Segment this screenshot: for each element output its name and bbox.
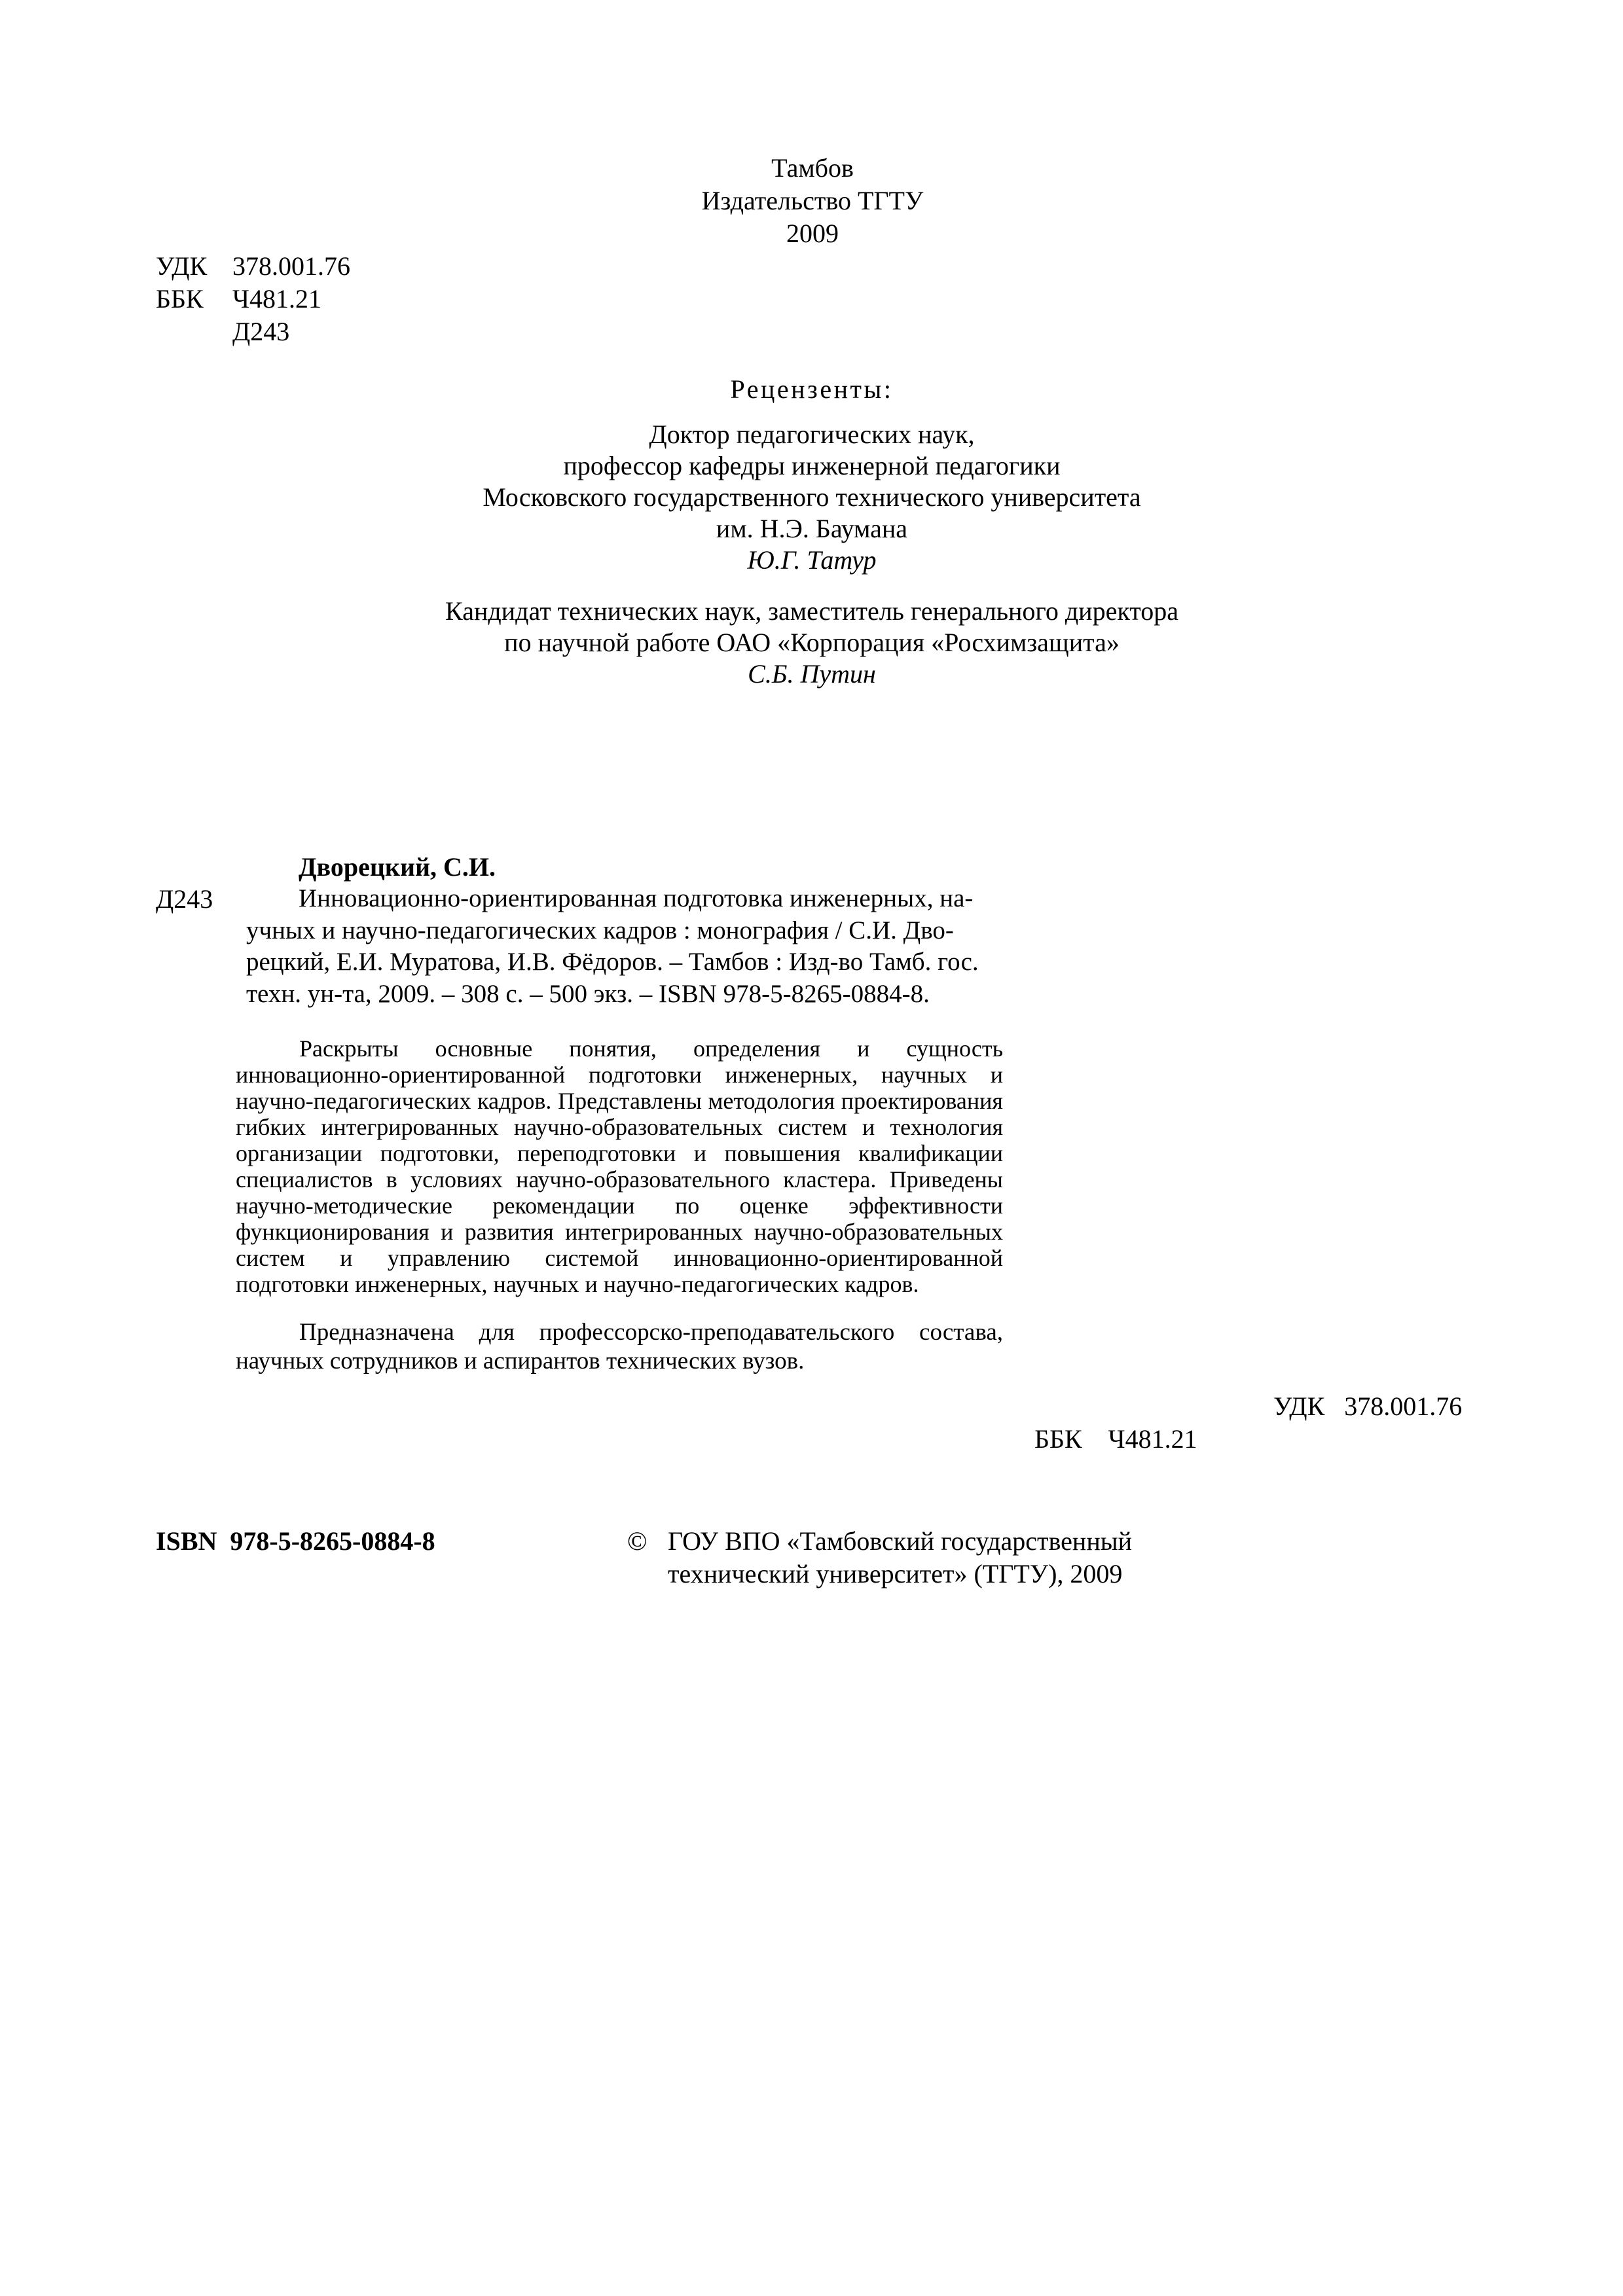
udk-value: 378.001.76 bbox=[232, 251, 350, 281]
reviewer-second-line: Кандидат технических наук, заместитель генерального директора bbox=[445, 596, 1178, 626]
reviewer-first-line: Доктор педагогических наук, bbox=[649, 420, 975, 449]
annotation bbox=[236, 1035, 1003, 1297]
reviewer-second bbox=[354, 596, 1270, 690]
reviewer-first-line: профессор кафедры инженерной педагогики bbox=[563, 451, 1061, 480]
card-description-line: учных и научно-педагогических кадров : монография / С.И. Дво- bbox=[246, 916, 954, 944]
card-description-line: Инновационно-ориентированная подготовка инженерных, на- bbox=[299, 884, 974, 912]
imprint-publisher: Издательство ТГТУ bbox=[701, 186, 924, 215]
imprint-city: Тамбов bbox=[771, 153, 854, 183]
reviewer-second-line: по научной работе ОАО «Корпорация «Росхимзащита» bbox=[504, 628, 1120, 657]
reviewer-first bbox=[419, 419, 1205, 576]
copyright-sign: © bbox=[627, 1526, 647, 1556]
card-index: Д243 bbox=[156, 884, 213, 914]
purpose-text: Предназначена для профессорско-преподавательского состава, научных сотрудников и аспирантов технических вузов. bbox=[236, 1319, 1003, 1374]
card-description bbox=[246, 883, 1000, 1010]
author-mark: Д243 bbox=[232, 317, 290, 346]
copyright bbox=[668, 1525, 1132, 1590]
annotation-text: Раскрыты основные понятия, определения и сущность инновационно-ориентированной подготовки инженерных, научных и научно-педагогических кадров. Представлены методология проектирования гибких интегрированных научно-образовательных систем и технология организации подготовки, переподготовки и повышения квалификации специалистов в условиях научно-образовательного кластера. Приведены научно-методические рекомендации по оценке эффективности функционирования и развития интегрированных научно-образовательных систем и управлению системой инновационно-ориентированной подготовки инженерных, научных и научно-педагогических кадров. bbox=[236, 1035, 1003, 1297]
card-description-line: рецкий, Е.И. Муратова, И.В. Фёдоров. – Тамбов : Изд-во Тамб. гос. bbox=[246, 948, 979, 976]
bbk-bottom: ББК Ч481.21 bbox=[1034, 1424, 1197, 1454]
udk-bottom: УДК 378.001.76 bbox=[1273, 1391, 1463, 1421]
copyright-line: технический университет» (ТГТУ), 2009 bbox=[668, 1559, 1123, 1588]
isbn: ISBN 978-5-8265-0884-8 bbox=[156, 1526, 435, 1556]
imprint bbox=[682, 152, 943, 250]
reviewer-first-line: им. Н.Э. Баумана bbox=[716, 514, 908, 543]
reviewer-first-line: Московского государственного технического университета bbox=[483, 482, 1141, 512]
reviewer-second-name: С.Б. Путин bbox=[748, 659, 876, 689]
card-author: Дворецкий, С.И. bbox=[299, 852, 496, 882]
purpose bbox=[236, 1318, 1003, 1376]
reviewer-first-name: Ю.Г. Татур bbox=[747, 545, 877, 575]
copyright-line: ГОУ ВПО «Тамбовский государственный bbox=[668, 1526, 1133, 1556]
card-description-line: техн. ун-та, 2009. – 308 с. – 500 экз. – ISBN 978-5-8265-0884-8. bbox=[246, 979, 930, 1008]
reviewers-heading: Рецензенты: bbox=[730, 374, 894, 404]
bbk-label: ББК bbox=[156, 284, 204, 314]
imprint-year: 2009 bbox=[786, 219, 839, 248]
bbk-value: Ч481.21 bbox=[232, 284, 321, 314]
udk-label: УДК bbox=[156, 251, 208, 281]
